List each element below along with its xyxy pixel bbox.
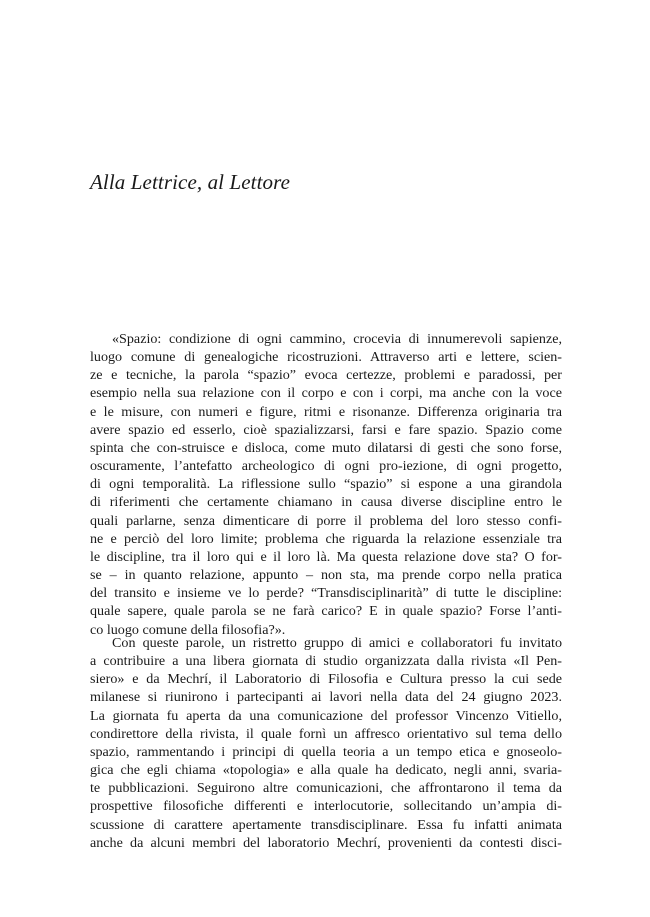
text-line: La giornata fu aperta da una comunicazione del professor Vincenzo Vitiello, bbox=[90, 707, 562, 724]
text-line: oscuramente, l’antefatto archeologico di ogni pro-iezione, di ogni progetto, bbox=[90, 458, 562, 475]
text-line: prospettive filosofiche differenti e interlocutorie, sollecitando un’ampia di- bbox=[90, 798, 562, 815]
text-line: avere spazio ed esserlo, cioè spazializzarsi, farsi e fare spazio. Spazio come bbox=[90, 421, 562, 438]
text-line: a contribuire a una libera giornata di studio organizzata dalla rivista «Il Pen- bbox=[90, 653, 562, 670]
text-line: spinta che con-struisce e disloca, come muto dilatarsi di gesti che sono forse, bbox=[90, 439, 562, 456]
text-line: del transito e insieme ve lo perde? “Transdisciplinarità” di tutte le discipline: bbox=[90, 585, 562, 602]
text-line: co luogo comune della filosofia?». bbox=[90, 621, 286, 638]
text-line: quale sapere, quale parola se ne farà carico? E in quale spazio? Forse l’anti- bbox=[90, 603, 562, 620]
text-line: scussione di carattere apertamente transdisciplinare. Essa fu infatti animata bbox=[90, 816, 562, 833]
chapter-title: Alla Lettrice, al Lettore bbox=[90, 170, 291, 194]
text-line: le discipline, tra il loro qui e il loro là. Ma questa relazione dove sta? O for- bbox=[90, 548, 562, 565]
text-line: luogo comune di genealogiche ricostruzioni. Attraverso arti e lettere, scien- bbox=[90, 349, 562, 366]
text-line: spazio, rammentando i principi di quella teoria a un tempo etica e gnoseolo- bbox=[90, 743, 562, 760]
text-line: te pubblicazioni. Seguirono altre comunicazioni, che affrontarono il tema da bbox=[90, 780, 562, 797]
text-line: ze e tecniche, la parola “spazio” evoca certezze, problemi e paradossi, per bbox=[90, 367, 562, 384]
text-line: Con queste parole, un ristretto gruppo di amici e collaboratori fu invitato bbox=[112, 635, 562, 651]
text-line: anche da alcuni membri del laboratorio Mechrí, provenienti da contesti disci- bbox=[90, 834, 562, 851]
text-line: condirettore della rivista, il quale fornì un affresco orientativo sul tema dello bbox=[90, 725, 562, 742]
text-line: milanese si riunirono i partecipanti ai lavori nella data del 24 giugno 2023. bbox=[90, 689, 562, 706]
text-line: gica che egli chiama «topologia» e alla quale ha dedicato, negli anni, svaria- bbox=[90, 762, 562, 779]
paragraph-2 bbox=[90, 634, 562, 852]
text-line: siero» e da Mechrí, il Laboratorio di Filosofia e Cultura presso la cui sede bbox=[90, 671, 562, 688]
text-line: esempio nella sua relazione con il corpo e con i corpi, ma anche con la voce bbox=[90, 385, 562, 402]
text-line: e le misure, con numeri e figure, ritmi e risonanze. Differenza originaria tra bbox=[90, 403, 562, 420]
text-line: di riferimenti che certamente chiamano in causa diverse discipline entro le bbox=[90, 494, 562, 511]
text-line: quali parlarne, senza dimenticare di porre il problema del loro stesso confi- bbox=[90, 512, 562, 529]
text-line: se – in quanto relazione, appunto – non sta, ma prende corpo nella pratica bbox=[90, 567, 562, 584]
text-line: di ogni temporalità. La riflessione sullo “spazio” si espone a una girandola bbox=[90, 476, 562, 493]
text-line: ne e perciò del loro limite; problema che riguarda la relazione essenziale tra bbox=[90, 530, 562, 547]
paragraph-1 bbox=[90, 330, 562, 639]
text-line: «Spazio: condizione di ogni cammino, crocevia di innumerevoli sapienze, bbox=[112, 331, 562, 347]
